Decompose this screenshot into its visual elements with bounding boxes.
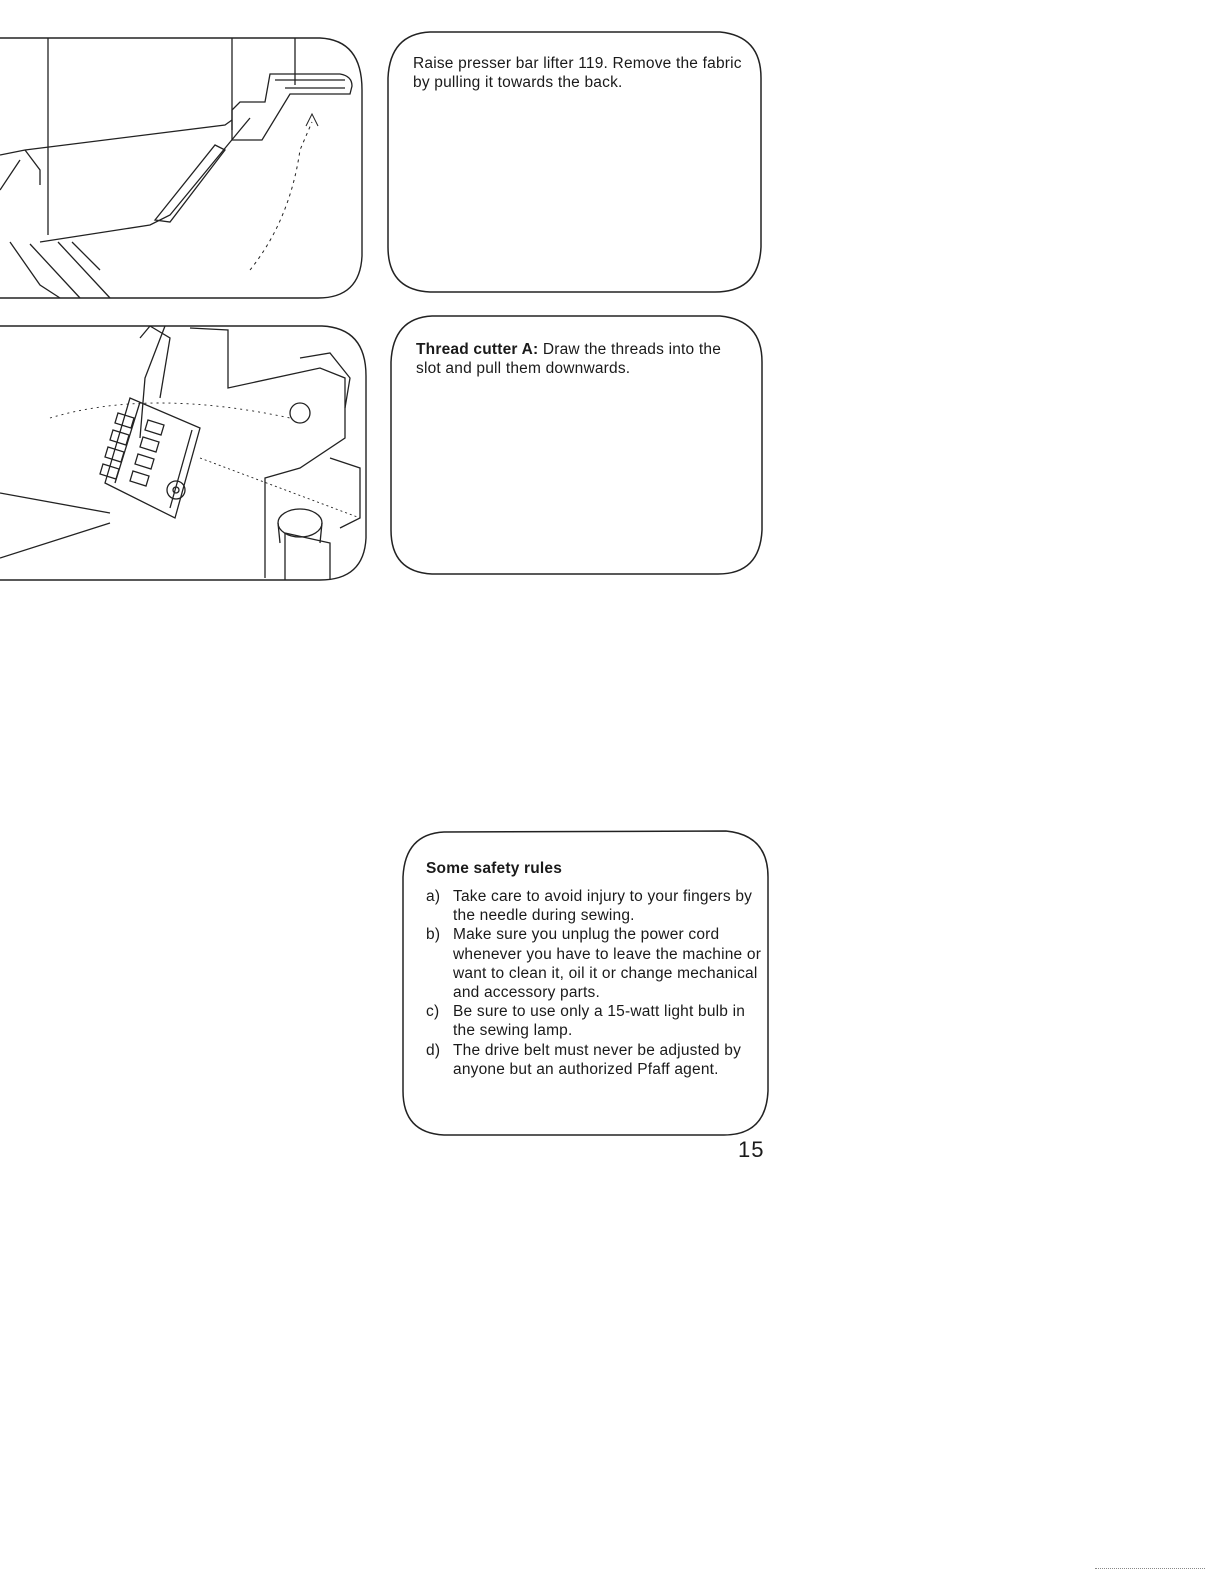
safety-rule-label: a) — [426, 888, 441, 905]
thread-cutter-instruction-text — [416, 340, 746, 378]
safety-rule-text: Be sure to use only a 15-watt light bulb in the sewing lamp. — [453, 1003, 746, 1040]
footer-dotted-rule — [1095, 1568, 1205, 1569]
presser-bar-instruction-text — [413, 54, 743, 92]
thread-cutter-instruction-box — [388, 314, 766, 578]
safety-rule-label: d) — [426, 1041, 441, 1059]
safety-rule — [426, 925, 766, 1002]
safety-rule-label: c) — [426, 1003, 440, 1021]
safety-rule-text: The drive belt must never be adjusted by anyone but an authorized Pfaff agent. — [453, 1041, 742, 1078]
safety-rule-text: Make sure you unplug the power cord whenever you have to leave the machine or want to clean it, oil it or change mechanical and accessory parts. — [453, 926, 762, 1002]
presser-bar-instruction-box — [385, 30, 765, 295]
presser-bar-instruction-content: Raise presser bar lifter 119. Remove the fabric by pulling it towards the back. — [413, 55, 742, 91]
safety-rules-title: Some safety rules — [426, 860, 563, 877]
page-number: 15 — [738, 1137, 765, 1162]
presser-bar-lifter-illustration — [0, 30, 370, 302]
safety-rules-content — [426, 859, 766, 1079]
safety-rule-label: b) — [426, 926, 441, 944]
safety-rule — [426, 1041, 766, 1079]
safety-rule-text: Take care to avoid injury to your fingers by the needle during sewing. — [453, 888, 753, 925]
thread-cutter-illustration — [0, 318, 375, 586]
safety-rule — [426, 1002, 766, 1040]
safety-rules-box — [400, 829, 772, 1139]
safety-rule — [426, 887, 766, 925]
thread-cutter-lead: Thread cutter A: — [416, 341, 539, 358]
thread-cutter-instruction-content: Draw the threads into the slot and pull them downwards. — [416, 341, 722, 377]
